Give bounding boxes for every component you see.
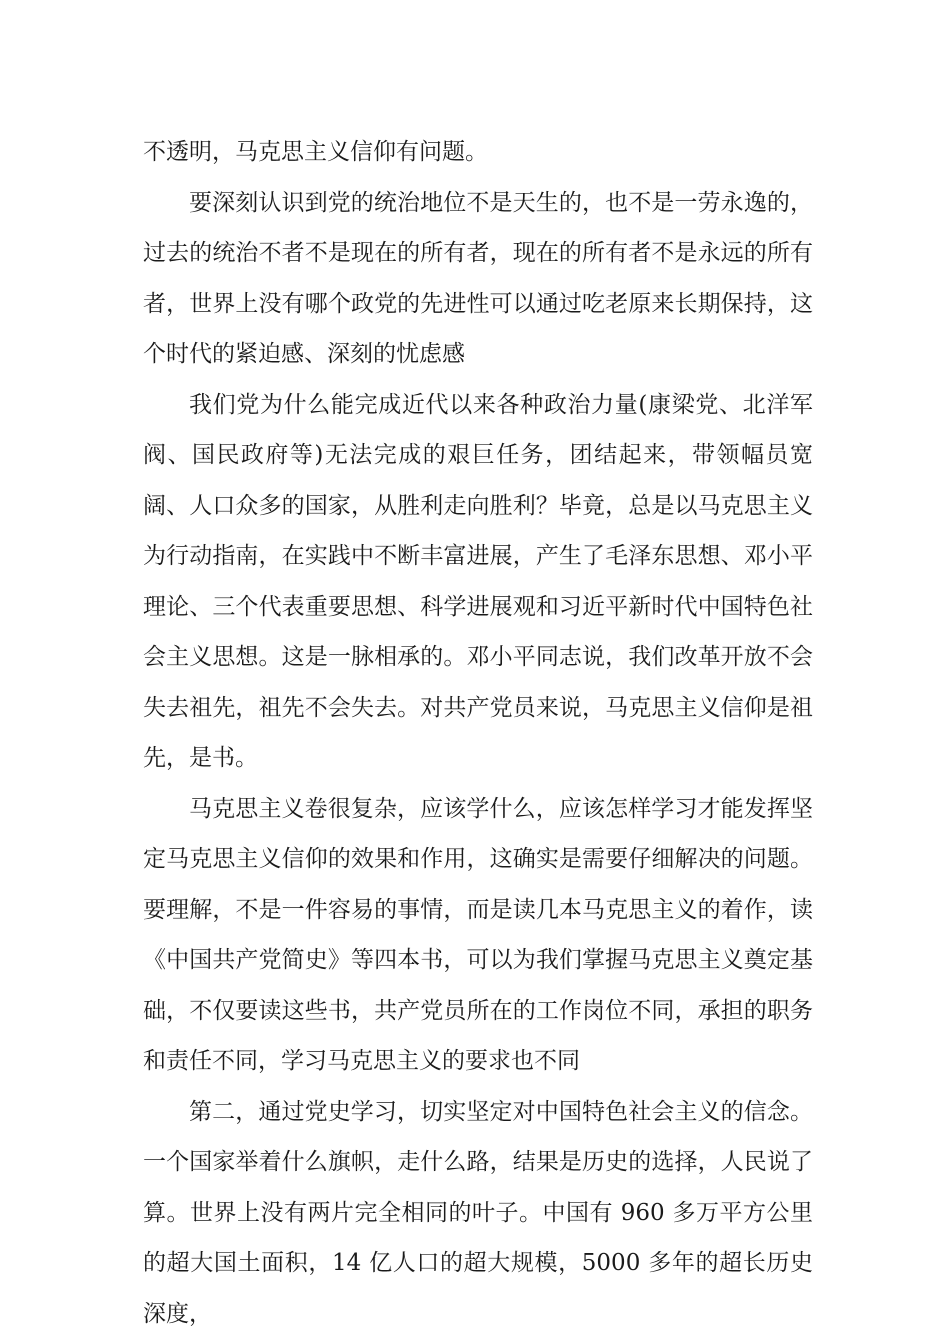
paragraph-second-point: 第二，通过党史学习，切实坚定对中国特色社会主义的信念。一个国家举着什么旗帜，走什么路，结果是历史的选择，人民说了算。世界上没有两片完全相同的叶子。中国有 960 多万平方公里的超大国土面积，14 亿人口的超大规模，5000 多年的超长历史深度， bbox=[143, 1098, 813, 1327]
paragraph-marxism-guide: 我们党为什么能完成近代以来各种政治力量(康梁党、北洋军阀、国民政府等)无法完成的艰巨任务，团结起来，带领幅员宽阔、人口众多的国家，从胜利走向胜利？毕竟，总是以马克思主义为行动指南，在实践中不断丰富进展，产生了毛泽东思想、邓小平理论、三个代表重要思想、科学进展观和习近平新时代中国特色社会主义思想。这是一脉相承的。邓小平同志说，我们改革开放不会失去祖先，祖先不会失去。对共产党员来说，马克思主义信仰是祖先，是书。 bbox=[143, 391, 813, 771]
paragraph-marxism-study: 马克思主义卷很复杂，应该学什么，应该怎样学习才能发挥坚定马克思主义信仰的效果和作用，这确实是需要仔细解决的问题。要理解，不是一件容易的事情，而是读几本马克思主义的着作，读《中国共产党简史》等四本书，可以为我们掌握马克思主义奠定基础，不仅要读这些书，共产党员所在的工作岗位不同，承担的职务和责任不同，学习马克思主义的要求也不同 bbox=[143, 795, 813, 1074]
paragraph-continued: 不透明，马克思主义信仰有问题。 bbox=[143, 139, 488, 165]
document-body bbox=[143, 127, 813, 1339]
paragraph-party-status: 要深刻认识到党的统治地位不是天生的，也不是一劳永逸的，过去的统治不者不是现在的所有者，现在的所有者不是永远的所有者，世界上没有哪个政党的先进性可以通过吃老原来长期保持，这个时代的紧迫感、深刻的忧虑感 bbox=[143, 189, 813, 367]
